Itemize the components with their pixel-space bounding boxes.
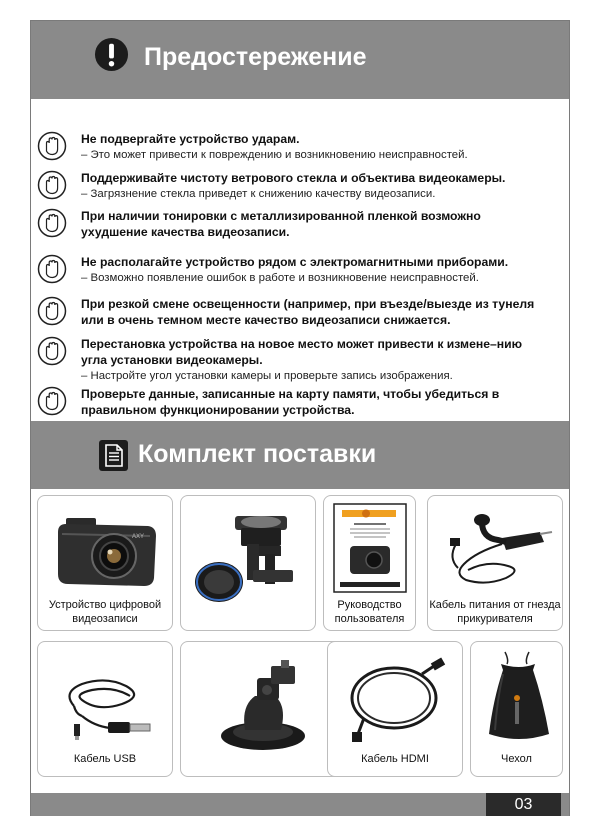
package-item-manual	[323, 495, 416, 631]
warning-heading: При наличии тонировки с металлизированной пленкой возможно ухудшение качества видеозаписи.	[81, 209, 481, 239]
warning-note: – Это может привести к повреждению и возникновению неисправностей.	[81, 149, 468, 161]
package-title: Комплект поставки	[138, 440, 377, 468]
package-item-label: Кабель USB	[73, 753, 137, 765]
package-item-windshield-mount	[180, 495, 316, 631]
package-item-label: Устройство цифровой видеозаписи	[48, 599, 162, 625]
package-item-label: Кабель питания от гнезда прикуривателя	[429, 599, 561, 625]
usb-cable-icon	[52, 656, 158, 742]
package-item-usb-cable	[37, 641, 173, 777]
warning-heading: Перестановка устройства на новое место может привести к измене–нию угла установки видеокамеры.	[81, 337, 523, 367]
page	[30, 20, 570, 816]
page-number: 03	[486, 793, 561, 816]
dashcam-icon	[52, 508, 158, 594]
stop-hand-icon	[37, 296, 67, 326]
package-item-label: Руководство пользователя	[334, 599, 405, 625]
stop-hand-icon	[37, 208, 67, 238]
stop-hand-icon	[37, 131, 67, 161]
exclamation-icon	[94, 37, 129, 72]
warning-heading: Не располагайте устройство рядом с электромагнитными приборами.	[81, 255, 509, 269]
footer-bar	[31, 793, 569, 816]
warning-heading: При резкой смене освещенности (например, при въезде/выезде из тунеля или в очень темном месте качество видеозаписи снижается.	[81, 297, 535, 327]
package-item-dashcam	[37, 495, 173, 631]
manual-icon	[330, 502, 410, 594]
package-item-suction-mount	[180, 641, 349, 777]
pouch-icon	[479, 650, 557, 750]
warning-banner	[31, 21, 569, 99]
package-item-hdmi-cable	[327, 641, 463, 777]
stop-hand-icon	[37, 254, 67, 284]
windshield-mount-icon	[195, 508, 301, 608]
warning-note: – Настройте угол установки камеры и проверьте запись изображения.	[81, 370, 453, 382]
package-item-pouch	[470, 641, 563, 777]
warning-heading: Не подвергайте устройство ударам.	[81, 132, 300, 146]
warning-title: Предостережение	[144, 43, 367, 71]
warning-heading: Проверьте данные, записанные на карту памяти, чтобы убедиться в правильном функционировании устройства.	[81, 387, 500, 417]
suction-mount-icon	[211, 656, 321, 756]
svg-text:AXY: AXY	[132, 534, 145, 540]
document-icon	[99, 440, 128, 471]
warning-note: – Возможно появление ошибок в работе и возникновение неисправностей.	[81, 272, 479, 284]
warning-heading: Поддерживайте чистоту ветрового стекла и объектива видеокамеры.	[81, 171, 506, 185]
car-charger-icon	[436, 508, 556, 588]
stop-hand-icon	[37, 336, 67, 366]
package-item-label: Кабель HDMI	[361, 753, 429, 765]
hdmi-cable-icon	[342, 656, 452, 746]
package-item-label: Чехол	[501, 753, 532, 765]
warning-note: – Загрязнение стекла приведет к снижению качеству видеозаписи.	[81, 188, 436, 200]
stop-hand-icon	[37, 170, 67, 200]
package-item-car-charger	[427, 495, 563, 631]
stop-hand-icon	[37, 386, 67, 416]
package-banner	[31, 421, 569, 489]
